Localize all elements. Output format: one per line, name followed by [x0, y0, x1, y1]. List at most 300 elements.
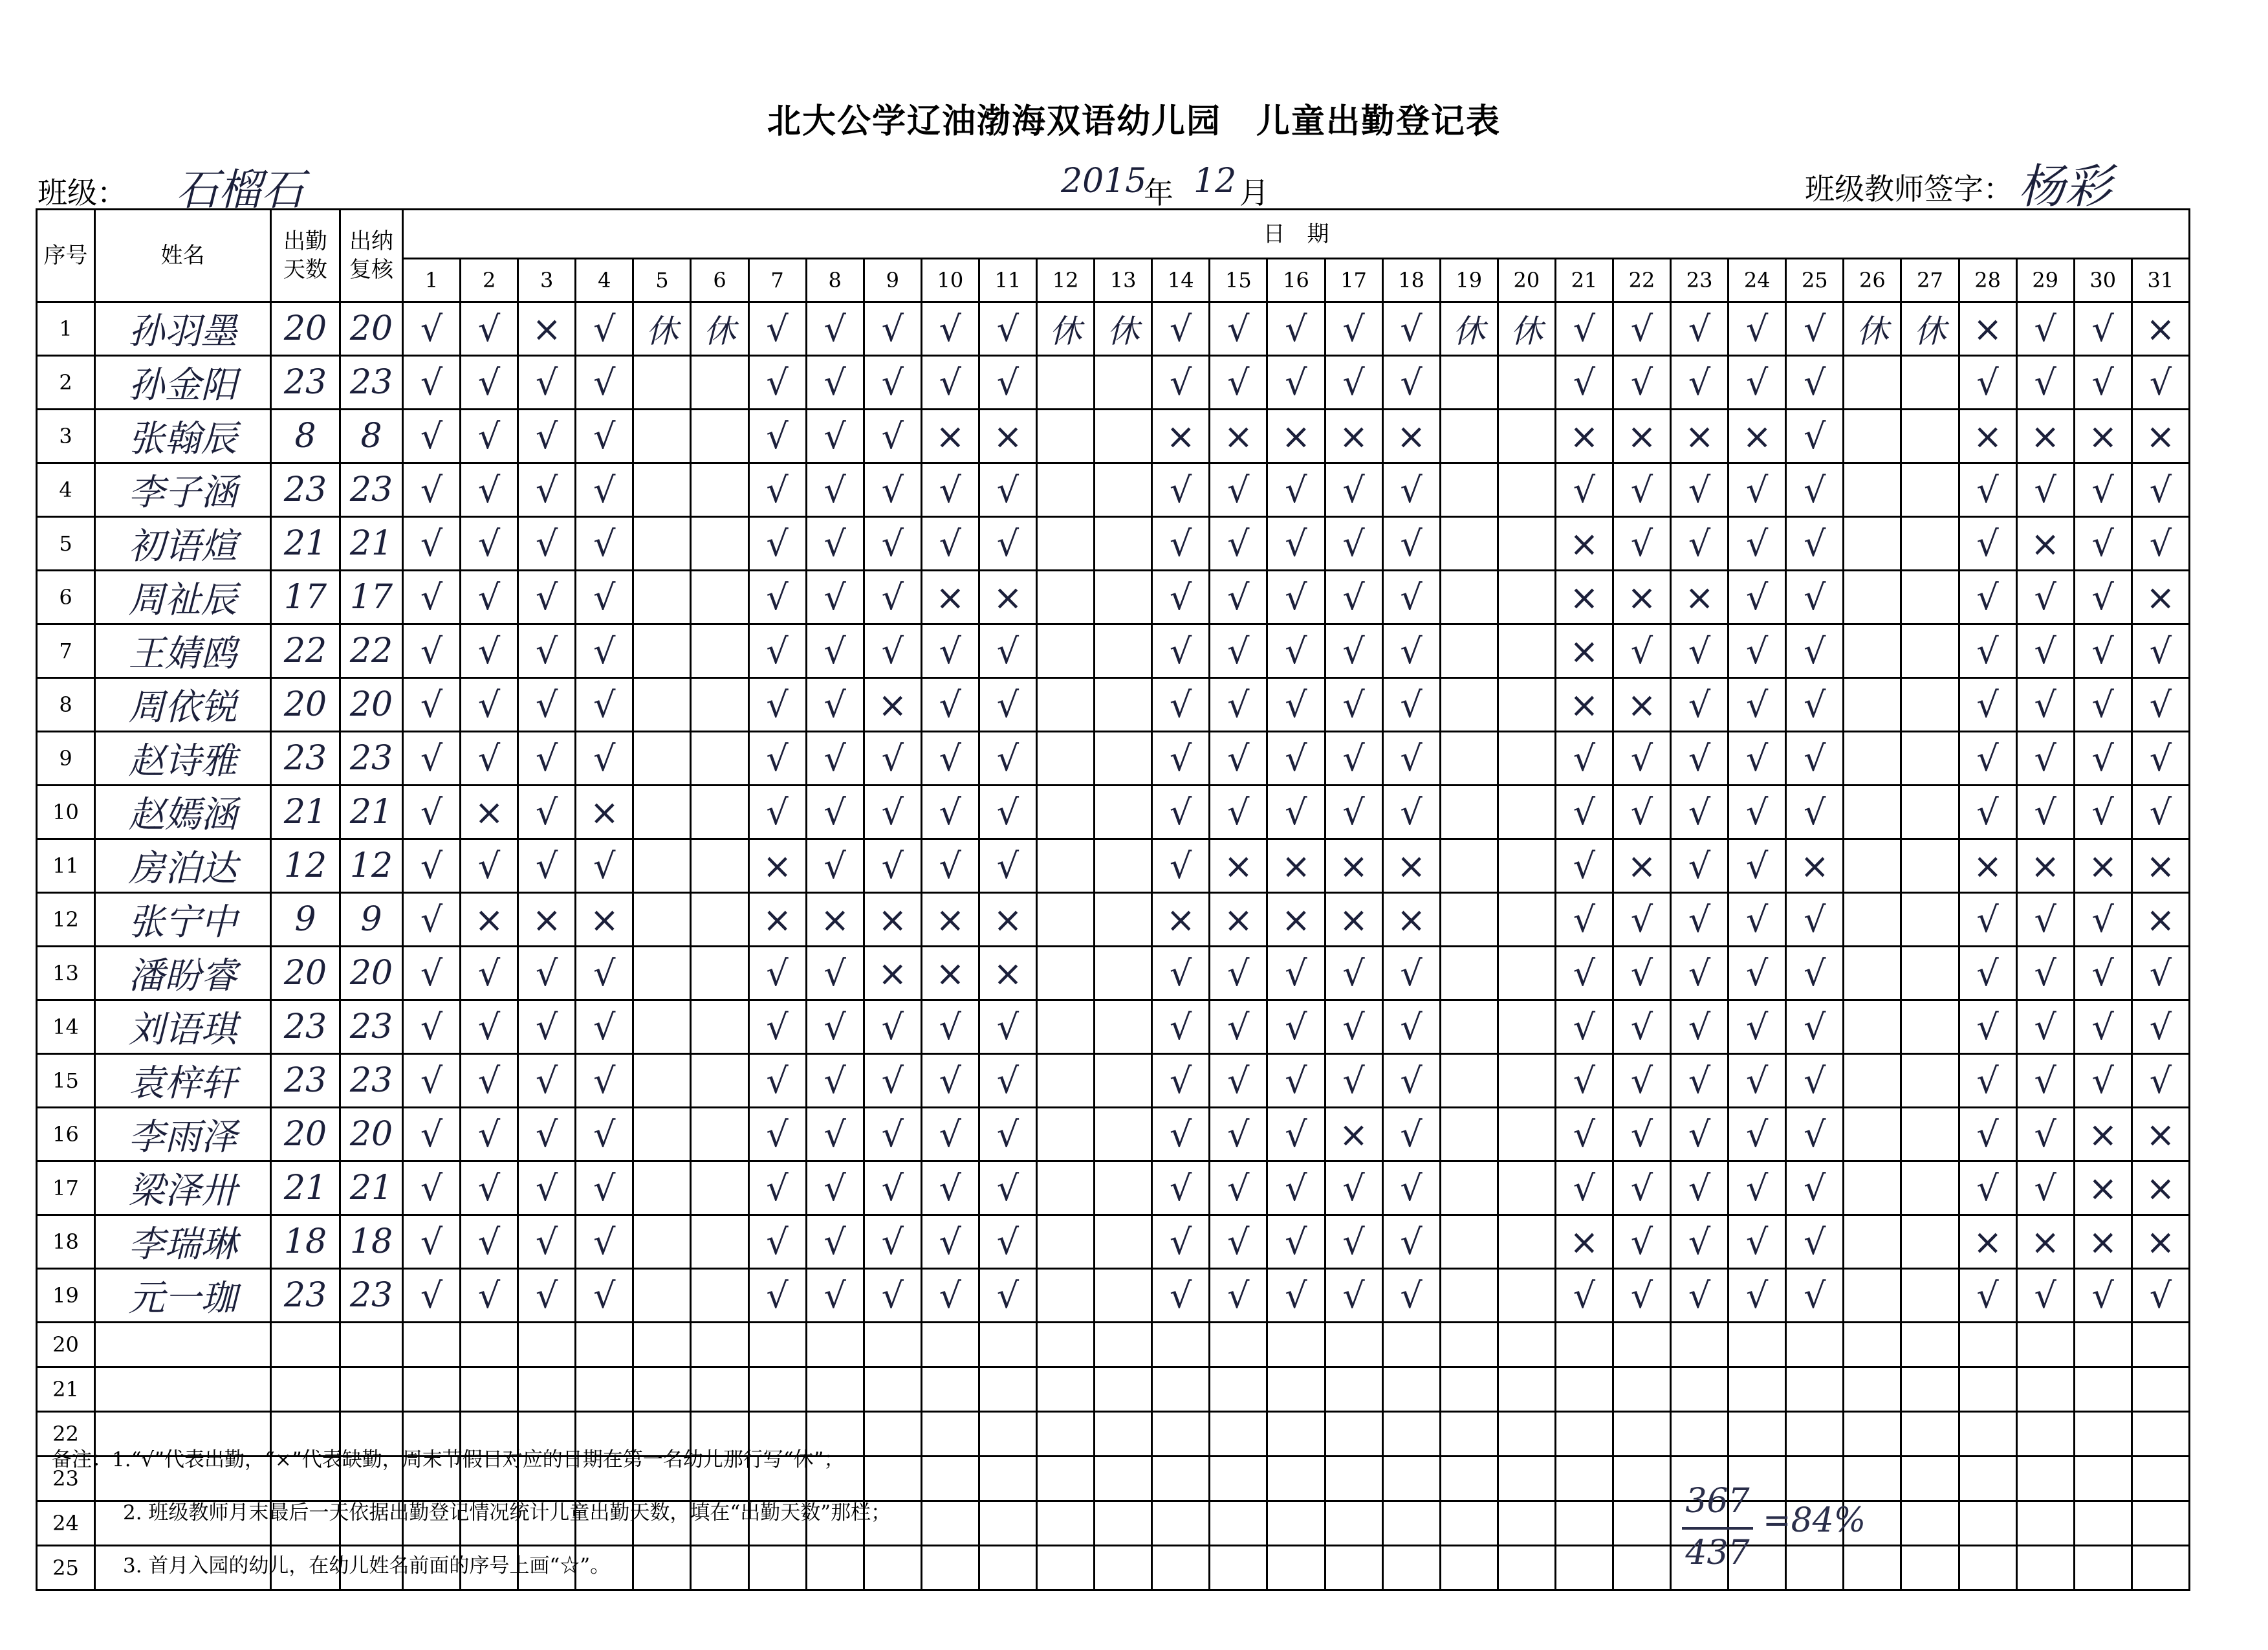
- table-row: [37, 786, 2190, 839]
- attendance-mark: √: [1959, 678, 2016, 732]
- attend-days: 23: [271, 356, 340, 410]
- attendance-mark: √: [1555, 356, 1613, 410]
- header-dates: 日 期: [403, 210, 2190, 259]
- attend-days: [271, 1367, 340, 1412]
- attendance-mark: √: [806, 732, 864, 786]
- attendance-mark: √: [806, 947, 864, 1000]
- attendance-mark: [1440, 571, 1498, 624]
- attendance-mark: √: [1267, 517, 1325, 571]
- attendance-mark: √: [806, 302, 864, 356]
- day-header-13: 13: [1095, 259, 1152, 302]
- day-header-12: 12: [1037, 259, 1095, 302]
- table-row: [37, 1161, 2190, 1215]
- attendance-mark: [461, 1367, 518, 1412]
- attendance-mark: [1728, 1323, 1786, 1367]
- attendance-mark: [1382, 1323, 1440, 1367]
- class-name: 石榴石: [176, 165, 304, 215]
- attendance-mark: √: [1210, 302, 1267, 356]
- student-name: 梁泽卅: [95, 1161, 271, 1215]
- row-seq: 8: [37, 678, 95, 732]
- attendance-mark: √: [2074, 1054, 2132, 1108]
- attendance-mark: √: [1555, 1108, 1613, 1161]
- attendance-mark: √: [1210, 947, 1267, 1000]
- attendance-mark: [1325, 1546, 1382, 1590]
- attendance-mark: [1095, 1054, 1152, 1108]
- verify-days: 12: [340, 839, 403, 893]
- attendance-mark: [1095, 624, 1152, 678]
- attendance-mark: √: [1382, 1215, 1440, 1269]
- attendance-mark: √: [1959, 1108, 2016, 1161]
- attendance-mark: ×: [2132, 1108, 2189, 1161]
- attendance-mark: [1095, 1457, 1152, 1501]
- attendance-mark: [2016, 1323, 2074, 1367]
- attendance-mark: [1037, 463, 1095, 517]
- attendance-mark: √: [864, 732, 921, 786]
- attendance-mark: [1498, 947, 1555, 1000]
- attendance-mark: [1210, 1501, 1267, 1546]
- attendance-mark: √: [576, 302, 633, 356]
- attendance-mark: √: [1959, 1161, 2016, 1215]
- attendance-mark: [1498, 624, 1555, 678]
- attendance-mark: [1498, 517, 1555, 571]
- row-seq: 22: [37, 1412, 95, 1457]
- attendance-mark: √: [1152, 1161, 1210, 1215]
- attendance-mark: [1267, 1457, 1325, 1501]
- attendance-mark: √: [518, 1108, 576, 1161]
- month-unit: 月: [1239, 175, 1269, 210]
- row-seq: 3: [37, 410, 95, 463]
- attend-days: 21: [271, 1161, 340, 1215]
- attendance-mark: 休: [633, 302, 691, 356]
- attendance-mark: √: [1728, 839, 1786, 893]
- day-header-2: 2: [461, 259, 518, 302]
- attendance-mark: √: [864, 786, 921, 839]
- attendance-mark: √: [461, 463, 518, 517]
- student-name: 房泊达: [95, 839, 271, 893]
- attendance-mark: 休: [1037, 302, 1095, 356]
- attendance-mark: ×: [1555, 1215, 1613, 1269]
- day-header-3: 3: [518, 259, 576, 302]
- attendance-mark: [1440, 1367, 1498, 1412]
- attendance-mark: [1152, 1501, 1210, 1546]
- attendance-mark: [691, 1269, 748, 1323]
- attendance-mark: [1440, 678, 1498, 732]
- attendance-mark: √: [403, 947, 461, 1000]
- attendance-mark: √: [864, 571, 921, 624]
- attendance-mark: √: [864, 410, 921, 463]
- attendance-mark: √: [1325, 356, 1382, 410]
- attendance-mark: [1440, 947, 1498, 1000]
- attendance-mark: √: [461, 1215, 518, 1269]
- attendance-mark: √: [864, 517, 921, 571]
- attendance-mark: [1325, 1367, 1382, 1412]
- attendance-mark: ×: [1210, 893, 1267, 947]
- attendance-mark: √: [576, 732, 633, 786]
- attendance-mark: [1844, 1215, 1901, 1269]
- attendance-mark: √: [1671, 302, 1728, 356]
- attendance-mark: √: [1267, 1215, 1325, 1269]
- row-seq: 5: [37, 517, 95, 571]
- header-attend-days: 出勤天数: [271, 210, 340, 302]
- day-header-21: 21: [1555, 259, 1613, 302]
- attendance-mark: √: [1210, 624, 1267, 678]
- attendance-mark: √: [1555, 732, 1613, 786]
- attendance-mark: √: [576, 1054, 633, 1108]
- attendance-mark: [1095, 1108, 1152, 1161]
- attendance-mark: [633, 947, 691, 1000]
- attendance-mark: √: [1959, 1000, 2016, 1054]
- attendance-mark: √: [2132, 356, 2189, 410]
- attendance-mark: √: [979, 1000, 1036, 1054]
- verify-days: 20: [340, 302, 403, 356]
- attendance-mark: √: [806, 1000, 864, 1054]
- attendance-mark: [1037, 517, 1095, 571]
- attendance-mark: √: [1555, 463, 1613, 517]
- attendance-mark: [1901, 463, 1959, 517]
- verify-days: 17: [340, 571, 403, 624]
- attendance-mark: √: [576, 839, 633, 893]
- day-header-5: 5: [633, 259, 691, 302]
- attendance-mark: ×: [1959, 1215, 2016, 1269]
- attendance-mark: [1440, 839, 1498, 893]
- note-line-1: 备注：1.“√”代表出勤，“×”代表缺勤，周末节假日对应的日期在第一名幼儿那行写“休”；: [52, 1448, 844, 1471]
- attendance-mark: √: [2016, 1108, 2074, 1161]
- attendance-mark: √: [461, 1161, 518, 1215]
- student-name: 初语煊: [95, 517, 271, 571]
- attendance-mark: √: [1728, 1000, 1786, 1054]
- attendance-mark: √: [1267, 463, 1325, 517]
- attendance-mark: ×: [518, 893, 576, 947]
- attendance-mark: [1844, 1367, 1901, 1412]
- attendance-mark: √: [1267, 1161, 1325, 1215]
- attendance-mark: √: [979, 786, 1036, 839]
- attendance-mark: [1440, 786, 1498, 839]
- attendance-mark: √: [748, 463, 806, 517]
- day-header-18: 18: [1382, 259, 1440, 302]
- table-row: [37, 1323, 2190, 1367]
- attendance-mark: [633, 1161, 691, 1215]
- attendance-mark: √: [403, 839, 461, 893]
- attend-days: 17: [271, 571, 340, 624]
- attendance-mark: √: [1152, 571, 1210, 624]
- attendance-mark: 休: [1844, 302, 1901, 356]
- attendance-mark: [1671, 1323, 1728, 1367]
- teacher-signature-label: 班级教师签字：: [1805, 171, 2013, 206]
- attendance-mark: √: [518, 1215, 576, 1269]
- attendance-mark: ×: [2074, 1108, 2132, 1161]
- row-seq: 7: [37, 624, 95, 678]
- attendance-mark: [1901, 1000, 1959, 1054]
- attendance-mark: ×: [1613, 571, 1670, 624]
- attendance-mark: [1152, 1457, 1210, 1501]
- attendance-mark: √: [1325, 302, 1382, 356]
- attendance-mark: [1498, 463, 1555, 517]
- attendance-mark: [2016, 1367, 2074, 1412]
- attendance-mark: √: [1210, 571, 1267, 624]
- attendance-mark: √: [1613, 893, 1670, 947]
- table-row: [37, 463, 2190, 517]
- attendance-mark: ×: [1959, 410, 2016, 463]
- attendance-mark: [921, 1323, 979, 1367]
- attendance-mark: √: [2074, 893, 2132, 947]
- day-header-14: 14: [1152, 259, 1210, 302]
- verify-days: [340, 1367, 403, 1412]
- attendance-mark: √: [1210, 356, 1267, 410]
- attendance-mark: √: [1210, 786, 1267, 839]
- attendance-mark: [691, 410, 748, 463]
- attendance-mark: ×: [2132, 1215, 2189, 1269]
- attendance-mark: ×: [1152, 893, 1210, 947]
- attendance-mark: [1901, 517, 1959, 571]
- attendance-mark: √: [518, 732, 576, 786]
- attendance-mark: ×: [1959, 839, 2016, 893]
- attendance-mark: √: [1325, 1215, 1382, 1269]
- attendance-mark: √: [979, 732, 1036, 786]
- attendance-mark: √: [2016, 947, 2074, 1000]
- student-name: 袁梓轩: [95, 1054, 271, 1108]
- attendance-mark: √: [806, 571, 864, 624]
- attendance-mark: [1844, 1054, 1901, 1108]
- attendance-mark: √: [1728, 571, 1786, 624]
- attendance-mark: √: [461, 517, 518, 571]
- attendance-mark: [1325, 1323, 1382, 1367]
- attendance-mark: [1095, 893, 1152, 947]
- attendance-mark: ×: [461, 893, 518, 947]
- attendance-mark: √: [2016, 571, 2074, 624]
- attendance-mark: √: [1613, 463, 1670, 517]
- row-seq: 2: [37, 356, 95, 410]
- attendance-mark: [1498, 1501, 1555, 1546]
- attendance-mark: √: [979, 1161, 1036, 1215]
- attendance-mark: [1786, 1323, 1844, 1367]
- attendance-mark: √: [403, 1108, 461, 1161]
- attendance-mark: [2016, 1501, 2074, 1546]
- attendance-mark: √: [979, 678, 1036, 732]
- attendance-mark: [1325, 1457, 1382, 1501]
- attend-days: 23: [271, 463, 340, 517]
- attendance-mark: √: [1786, 463, 1844, 517]
- attendance-mark: √: [1325, 463, 1382, 517]
- attendance-mark: [633, 463, 691, 517]
- attend-days: 20: [271, 1108, 340, 1161]
- attendance-mark: [1959, 1457, 2016, 1501]
- attendance-mark: [691, 517, 748, 571]
- attendance-mark: [1037, 1501, 1095, 1546]
- attendance-mark: [1786, 1546, 1844, 1590]
- attendance-mark: [1095, 517, 1152, 571]
- attendance-mark: √: [576, 571, 633, 624]
- student-name: 李雨泽: [95, 1108, 271, 1161]
- day-header-31: 31: [2132, 259, 2189, 302]
- attendance-mark: √: [1152, 1269, 1210, 1323]
- attendance-mark: √: [576, 1000, 633, 1054]
- row-seq: 13: [37, 947, 95, 1000]
- attend-days: 9: [271, 893, 340, 947]
- attendance-mark: [1095, 463, 1152, 517]
- attendance-mark: [1671, 1367, 1728, 1412]
- attendance-mark: [1440, 1000, 1498, 1054]
- attendance-mark: 休: [1901, 302, 1959, 356]
- row-seq: 4: [37, 463, 95, 517]
- attendance-mark: [1037, 624, 1095, 678]
- attendance-mark: [633, 410, 691, 463]
- attendance-mark: [1440, 1323, 1498, 1367]
- attendance-mark: [1498, 839, 1555, 893]
- attendance-mark: [1901, 1457, 1959, 1501]
- attendance-mark: ×: [2016, 410, 2074, 463]
- attendance-mark: √: [748, 1161, 806, 1215]
- attendance-mark: [633, 624, 691, 678]
- attendance-mark: √: [1210, 1108, 1267, 1161]
- attendance-mark: √: [518, 786, 576, 839]
- attendance-table: [36, 208, 2190, 1591]
- attendance-mark: [1325, 1412, 1382, 1457]
- attendance-mark: [1498, 732, 1555, 786]
- attendance-mark: ×: [921, 893, 979, 947]
- verify-days: 21: [340, 786, 403, 839]
- rate-result: =84%: [1763, 1501, 1866, 1540]
- attendance-mark: √: [2132, 463, 2189, 517]
- attendance-mark: √: [461, 947, 518, 1000]
- attendance-mark: [1267, 1367, 1325, 1412]
- attendance-mark: ×: [921, 410, 979, 463]
- attend-days: 20: [271, 947, 340, 1000]
- day-header-7: 7: [748, 259, 806, 302]
- attendance-mark: √: [1728, 624, 1786, 678]
- attendance-mark: √: [748, 786, 806, 839]
- attendance-mark: √: [1671, 624, 1728, 678]
- attendance-mark: [1382, 1412, 1440, 1457]
- day-header-16: 16: [1267, 259, 1325, 302]
- attendance-mark: √: [864, 1000, 921, 1054]
- attendance-mark: √: [806, 517, 864, 571]
- attendance-mark: √: [461, 732, 518, 786]
- attendance-mark: [1095, 1323, 1152, 1367]
- attendance-mark: √: [1786, 410, 1844, 463]
- attendance-mark: √: [1728, 517, 1786, 571]
- attendance-mark: √: [1671, 517, 1728, 571]
- attendance-mark: [921, 1367, 979, 1412]
- attendance-mark: √: [979, 356, 1036, 410]
- attendance-mark: √: [2132, 947, 2189, 1000]
- attendance-mark: [1901, 410, 1959, 463]
- attendance-mark: [1844, 1269, 1901, 1323]
- verify-days: 21: [340, 517, 403, 571]
- attendance-mark: ×: [1728, 410, 1786, 463]
- attendance-mark: [1382, 1501, 1440, 1546]
- note-line-3: 3. 首月入园的幼儿，在幼儿姓名前面的序号上画“☆”。: [123, 1554, 611, 1578]
- attend-days: 18: [271, 1215, 340, 1269]
- attendance-mark: [1844, 463, 1901, 517]
- attendance-mark: √: [1267, 571, 1325, 624]
- row-seq: 10: [37, 786, 95, 839]
- attendance-mark: [518, 1323, 576, 1367]
- attend-days: 8: [271, 410, 340, 463]
- attendance-mark: ×: [979, 893, 1036, 947]
- attendance-mark: √: [1555, 1054, 1613, 1108]
- attendance-mark: √: [1267, 356, 1325, 410]
- attendance-mark: √: [748, 1215, 806, 1269]
- attendance-mark: [1037, 1323, 1095, 1367]
- attend-days: 21: [271, 517, 340, 571]
- attendance-mark: √: [2074, 517, 2132, 571]
- attendance-mark: [921, 1546, 979, 1590]
- attendance-mark: √: [748, 1269, 806, 1323]
- attendance-mark: √: [1152, 786, 1210, 839]
- attendance-mark: ×: [2132, 571, 2189, 624]
- attendance-mark: √: [979, 302, 1036, 356]
- row-seq: 19: [37, 1269, 95, 1323]
- attendance-mark: √: [1267, 1054, 1325, 1108]
- attendance-mark: [1613, 1546, 1670, 1590]
- attendance-mark: [2016, 1546, 2074, 1590]
- attendance-mark: [1095, 1215, 1152, 1269]
- attendance-mark: [1037, 1269, 1095, 1323]
- attendance-mark: [633, 1000, 691, 1054]
- attendance-mark: [1901, 839, 1959, 893]
- attendance-mark: [1440, 1054, 1498, 1108]
- attendance-mark: √: [1325, 1269, 1382, 1323]
- attendance-mark: ×: [1555, 410, 1613, 463]
- attendance-mark: [1440, 356, 1498, 410]
- attendance-mark: √: [864, 839, 921, 893]
- attendance-mark: [691, 839, 748, 893]
- attendance-mark: √: [1210, 1269, 1267, 1323]
- attendance-mark: √: [1613, 1215, 1670, 1269]
- day-header-26: 26: [1844, 259, 1901, 302]
- attendance-mark: √: [921, 1000, 979, 1054]
- notes: [52, 1433, 891, 1592]
- attendance-mark: √: [806, 786, 864, 839]
- attendance-mark: √: [1382, 1000, 1440, 1054]
- attendance-mark: √: [403, 410, 461, 463]
- day-header-6: 6: [691, 259, 748, 302]
- attendance-mark: √: [806, 839, 864, 893]
- attendance-mark: √: [864, 1054, 921, 1108]
- teacher-signature: 杨彩: [2018, 159, 2112, 214]
- attendance-mark: √: [576, 463, 633, 517]
- attendance-mark: [864, 1323, 921, 1367]
- attendance-mark: [979, 1501, 1036, 1546]
- attendance-mark: [1037, 678, 1095, 732]
- attendance-mark: √: [1959, 1269, 2016, 1323]
- attendance-mark: [1498, 1412, 1555, 1457]
- attendance-mark: √: [1152, 1215, 1210, 1269]
- attendance-mark: √: [1613, 517, 1670, 571]
- verify-days: 22: [340, 624, 403, 678]
- attendance-mark: [1095, 356, 1152, 410]
- attendance-mark: √: [403, 624, 461, 678]
- attendance-mark: √: [403, 678, 461, 732]
- attendance-mark: [1844, 1546, 1901, 1590]
- attendance-mark: √: [921, 302, 979, 356]
- attendance-mark: [1786, 1412, 1844, 1457]
- attendance-mark: √: [864, 1161, 921, 1215]
- attendance-mark: [1613, 1367, 1670, 1412]
- attendance-mark: √: [2074, 624, 2132, 678]
- attendance-mark: [691, 463, 748, 517]
- attendance-mark: [1959, 1367, 2016, 1412]
- attendance-mark: [633, 678, 691, 732]
- attendance-mark: [1498, 1000, 1555, 1054]
- attendance-mark: [1901, 624, 1959, 678]
- attendance-mark: √: [2074, 947, 2132, 1000]
- attendance-mark: √: [1325, 947, 1382, 1000]
- attendance-mark: [1613, 1412, 1670, 1457]
- table-row: [37, 1054, 2190, 1108]
- attendance-mark: [1440, 1501, 1498, 1546]
- attendance-mark: [921, 1501, 979, 1546]
